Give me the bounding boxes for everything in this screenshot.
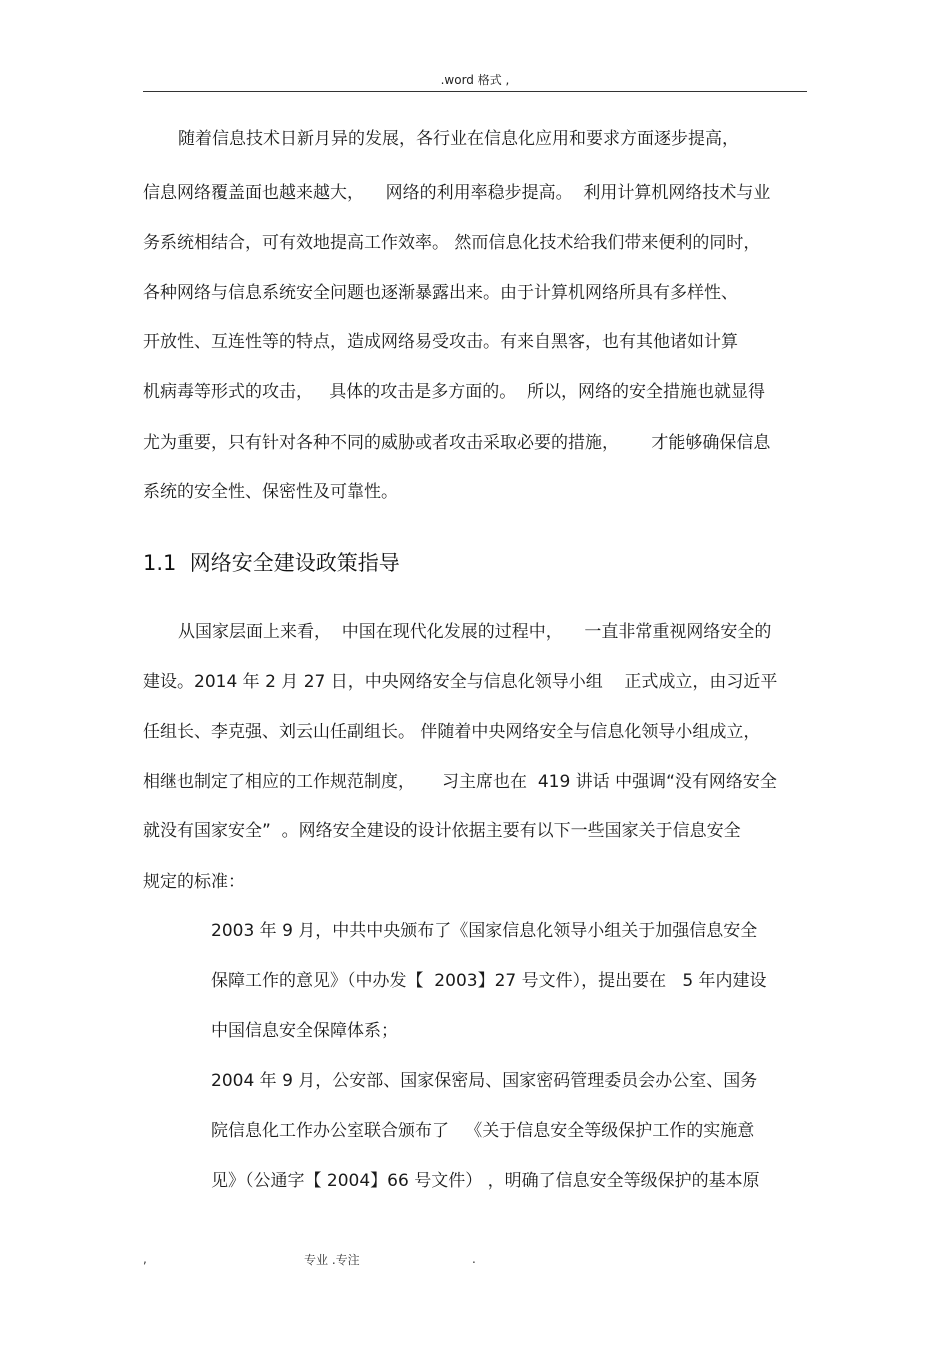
paragraph-line: 机病毒等形式的攻击， 具体的攻击是多方面的。 所以，网络的安全措施也就显得 <box>143 382 766 402</box>
paragraph-line: 开放性、互连性等的特点，造成网络易受攻击。有来自黑客，也有其他诸如计算 <box>143 332 738 352</box>
list-item-line: 2004 年 9 月，公安部、国家保密局、国家密码管理委员会办公室、国务 <box>211 1071 758 1091</box>
list-item-line: 保障工作的意见》（中办发【 2003】27 号文件），提出要在 5 年内建设 <box>211 971 767 991</box>
paragraph-line: 随着信息技术日新月异的发展，各行业在信息化应用和要求方面逐步提高， <box>178 129 739 149</box>
paragraph-line: 任组长、李克强、刘云山任副组长。 伴随着中央网络安全与信息化领导小组成立， <box>143 722 761 742</box>
list-item-line: 2003 年 9 月，中共中央颁布了《国家信息化领导小组关于加强信息安全 <box>211 921 758 941</box>
footer-text: 专业 .专注 <box>304 1253 360 1267</box>
list-item-line: 院信息化工作办公室联合颁布了 《关于信息安全等级保护工作的实施意 <box>211 1121 755 1141</box>
footer-left-mark: , <box>143 1252 147 1266</box>
list-item-line: 见》（公通字【 2004】66 号文件） ，明确了信息安全等级保护的基本原 <box>211 1171 760 1191</box>
paragraph-line: 相继也制定了相应的工作规范制度， 习主席也在 419 讲话 中强调“没有网络安全 <box>143 772 777 792</box>
header-rule <box>143 91 807 92</box>
section-heading: 1.1 网络安全建设政策指导 <box>143 551 400 575</box>
paragraph-line: 规定的标准： <box>143 872 245 892</box>
paragraph-line: 尤为重要，只有针对各种不同的威胁或者攻击采取必要的措施， 才能够确保信息 <box>143 433 771 453</box>
paragraph-line: 就没有国家安全” 。网络安全建设的设计依据主要有以下一些国家关于信息安全 <box>143 821 741 841</box>
paragraph-line: 建设。2014 年 2 月 27 日，中央网络安全与信息化领导小组 正式成立，由习近平 <box>143 672 778 692</box>
paragraph-line: 各种网络与信息系统安全问题也逐渐暴露出来。由于计算机网络所具有多样性、 <box>143 283 738 303</box>
page-header: .word 格式 , <box>440 73 510 87</box>
paragraph-line: 务系统相结合，可有效地提高工作效率。 然而信息化技术给我们带来便利的同时， <box>143 233 761 253</box>
paragraph-line: 系统的安全性、保密性及可靠性。 <box>143 482 398 502</box>
paragraph-line: 信息网络覆盖面也越来越大， 网络的利用率稳步提高。 利用计算机网络技术与业 <box>143 183 771 203</box>
list-item-line: 中国信息安全保障体系； <box>211 1021 398 1041</box>
footer-right-mark: . <box>472 1252 476 1266</box>
paragraph-line: 从国家层面上来看， 中国在现代化发展的过程中， 一直非常重视网络安全的 <box>178 622 772 642</box>
